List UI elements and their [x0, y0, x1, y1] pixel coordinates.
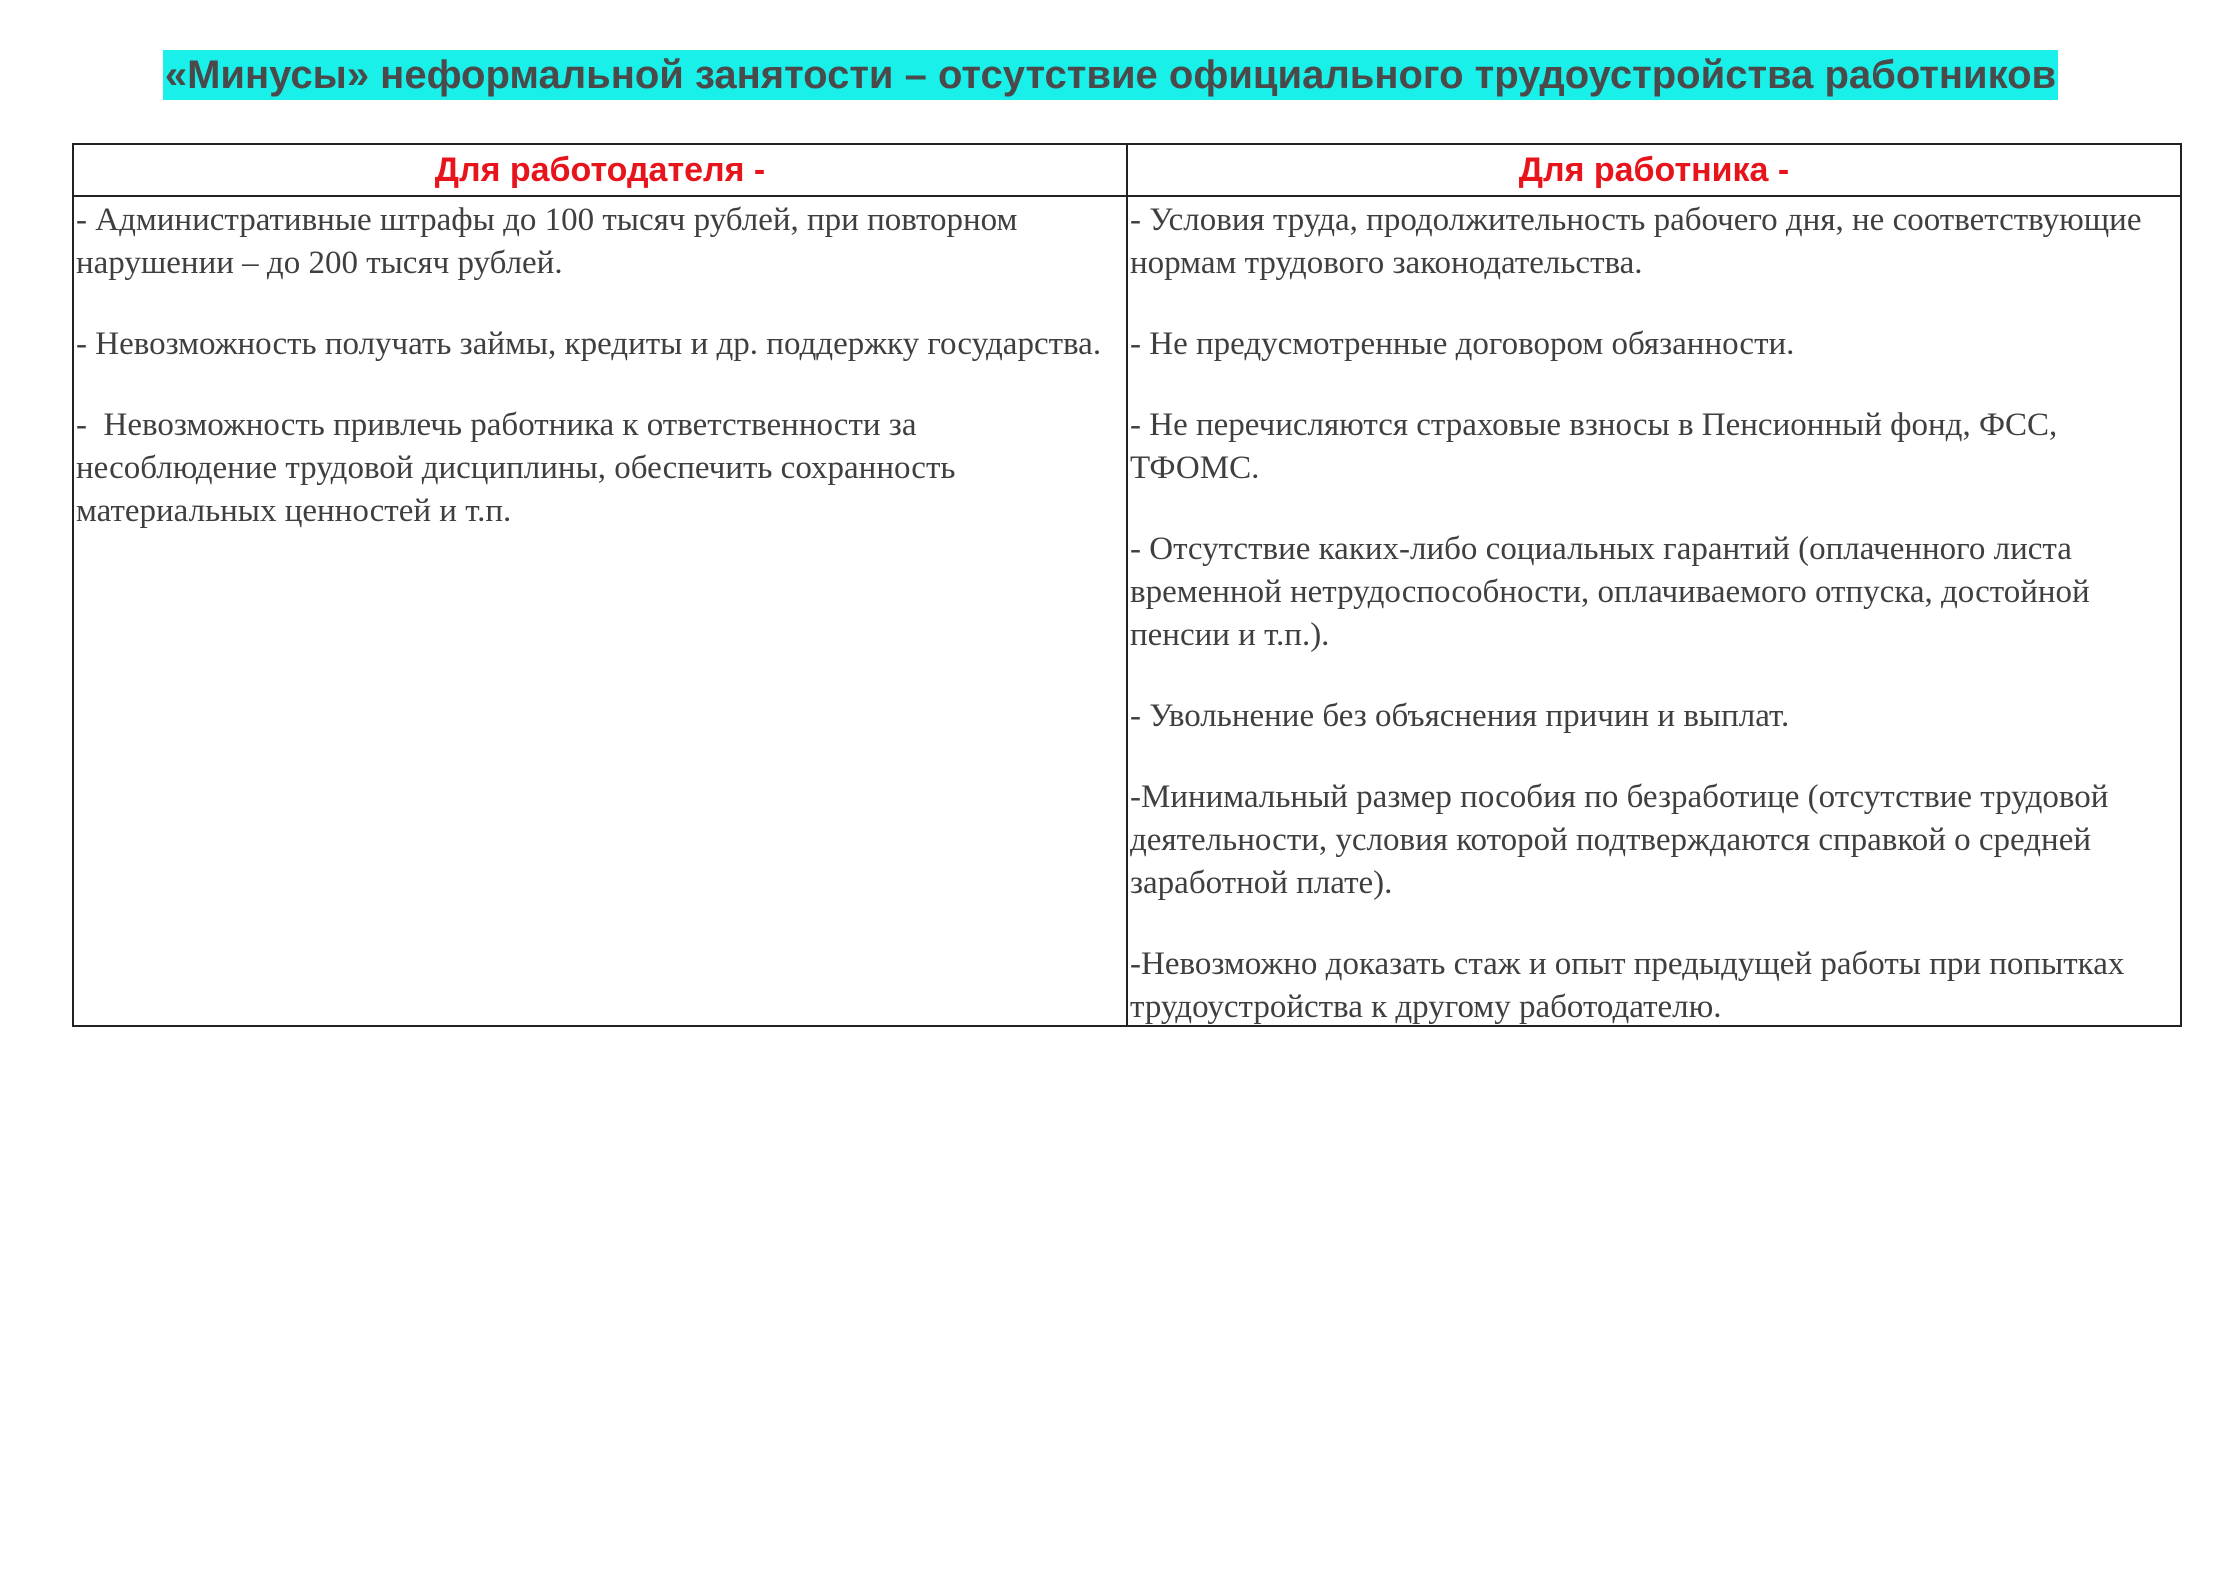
employer-cell: [73, 196, 1127, 1026]
list-item: - Невозможность привлечь работника к ответственности за несоблюдение трудовой дисциплины, обеспечить сохранность материальных ценностей и т.п.: [76, 407, 964, 529]
table-header-row: [73, 144, 2181, 196]
list-item: - Административные штрафы до 100 тысяч рублей, при повторном нарушении – до 200 тысяч рублей.: [76, 202, 1026, 281]
table-row: [73, 196, 2181, 1026]
list-item: -Невозможно доказать стаж и опыт предыдущей работы при попытках трудоустройства к другому работодателю.: [1130, 946, 2133, 1025]
title-container: [0, 50, 2221, 100]
list-item: - Отсутствие каких-либо социальных гарантий (оплаченного листа временной нетрудоспособности, оплачиваемого отпуска, достойной пенсии и т.п.).: [1130, 531, 2098, 653]
list-item: - Условия труда, продолжительность рабочего дня, не соответствующие нормам трудового законодательства.: [1130, 202, 2150, 281]
comparison-table: [72, 143, 2182, 1027]
header-employer: Для работодателя -: [73, 144, 1127, 196]
employee-cell: [1127, 196, 2181, 1026]
header-employee: Для работника -: [1127, 144, 2181, 196]
list-item: - Не предусмотренные договором обязанности.: [1130, 326, 1795, 362]
page-title: «Минусы» неформальной занятости – отсутствие официального трудоустройства работников: [163, 50, 2058, 100]
list-item: -Минимальный размер пособия по безработице (отсутствие трудовой деятельности, условия которой подтверждаются справкой о средней заработной плате).: [1130, 779, 2117, 901]
list-item: - Увольнение без объяснения причин и выплат.: [1130, 698, 1790, 734]
list-item: - Невозможность получать займы, кредиты и др. поддержку государства.: [76, 326, 1102, 362]
list-item: - Не перечисляются страховые взносы в Пенсионный фонд, ФСС, ТФОМС.: [1130, 407, 2066, 486]
